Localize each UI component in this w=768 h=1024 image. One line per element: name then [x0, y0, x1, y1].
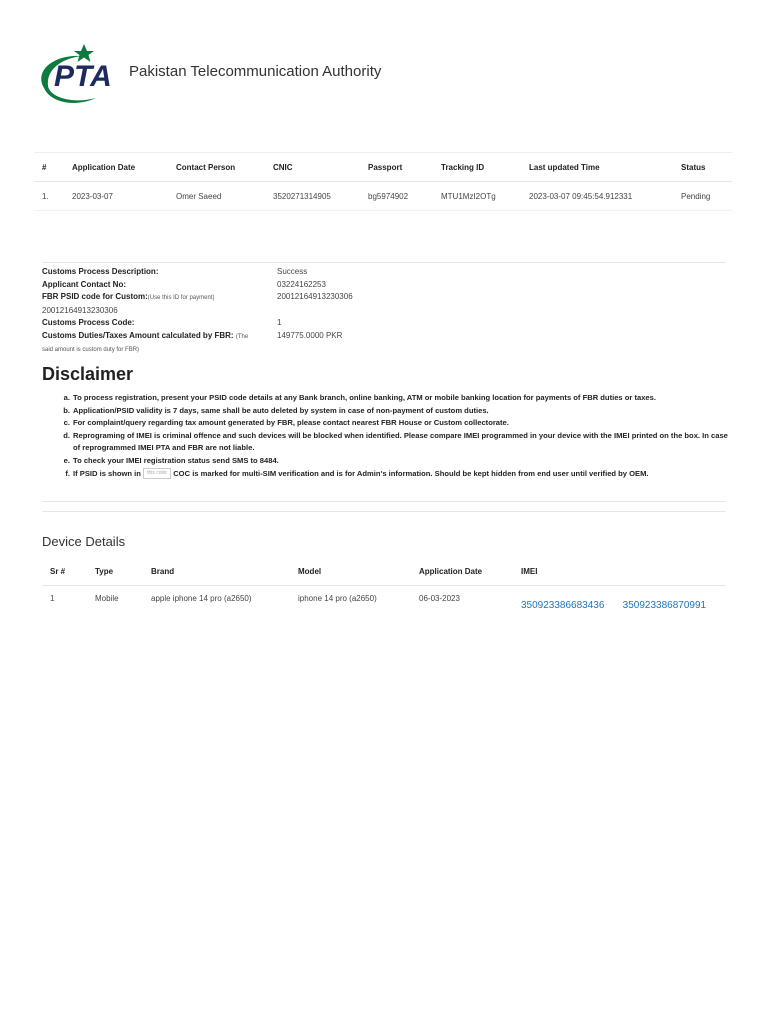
fbr-psid-value-repeat: 20012164913230306 [42, 305, 118, 315]
col-last-updated: Last updated Time [521, 153, 673, 182]
col-type: Type [87, 557, 143, 586]
table-row [42, 586, 726, 619]
col-application-date: Application Date [411, 557, 513, 586]
device-model: iphone 14 pro (a2650) [298, 594, 377, 603]
application-table [34, 152, 732, 211]
disclaimer-f-after: COC is marked for multi-SIM verification and is for Admin's information. Should be kept hidden from end user until verified by OEM. [173, 468, 649, 478]
customs-row-description [42, 266, 726, 279]
row-index: 1. [34, 182, 64, 211]
col-application-date: Application Date [64, 153, 168, 182]
row-last-updated: 2023-03-07 09:45:54.912331 [521, 182, 673, 211]
col-index: # [34, 153, 64, 182]
disclaimer-f-before: If PSID is shown in [73, 468, 141, 478]
table-row [34, 182, 732, 211]
process-code-label: Customs Process Code: [42, 318, 135, 327]
col-sr: Sr # [42, 557, 87, 586]
pta-logo-icon [34, 42, 129, 106]
duties-label: Customs Duties/Taxes Amount calculated by FBR: [42, 330, 234, 340]
row-tracking-id: MTU1MzI2OTg [433, 182, 521, 211]
disclaimer-marker: d. [63, 430, 70, 440]
col-passport: Passport [360, 153, 433, 182]
application-header-row [34, 153, 732, 182]
disclaimer-text: Reprograming of IMEI is criminal offence and such devices will be blocked when identified. Please compare IMEI programmed in your device with the IMEI printed on the box. In case of reprogrammed IMEI PTA and FBR are not liable. [73, 430, 728, 453]
row-status: Pending [673, 182, 732, 211]
col-cnic: CNIC [265, 153, 360, 182]
row-passport: bg5974902 [360, 182, 433, 211]
fbr-psid-value: 20012164913230306 [277, 292, 353, 301]
disclaimer-marker: c. [63, 418, 70, 428]
disclaimer-item [60, 430, 728, 455]
disclaimer-text: To check your IMEI registration status send SMS to 8484. [73, 455, 279, 465]
disclaimer-text: To process registration, present your PSID code details at any Bank branch, online banking, ATM or mobile banking location for payments of FBR duties or taxes. [73, 393, 656, 402]
device-header-row [42, 557, 726, 586]
device-date: 06-03-2023 [419, 594, 460, 603]
customs-row-duties-note [42, 343, 726, 357]
fbr-psid-label: FBR PSID code for Custom: [42, 292, 148, 301]
disclaimer-marker: e. [63, 455, 70, 465]
imei-link-2[interactable]: 350923386870991 [622, 600, 707, 611]
applicant-contact-label: Applicant Contact No: [42, 279, 126, 289]
device-details-title: Device Details [42, 534, 126, 549]
col-contact-person: Contact Person [168, 153, 265, 182]
disclaimer-item [60, 455, 728, 468]
process-code-value: 1 [277, 318, 282, 327]
disclaimer-item [60, 417, 728, 430]
disclaimer-marker: b. [63, 405, 70, 415]
customs-row-duties [42, 330, 726, 344]
color-swatch: this color [143, 468, 171, 479]
device-table [42, 557, 726, 618]
device-brand: apple iphone 14 pro (a2650) [151, 594, 252, 603]
customs-row-psid-repeat [42, 305, 726, 318]
disclaimer-marker: f. [65, 468, 70, 478]
page-header [34, 42, 381, 106]
disclaimer-item [60, 392, 728, 405]
org-name: Pakistan Telecommunication Authority [129, 62, 382, 80]
customs-description-value: Success [277, 267, 308, 276]
disclaimer-text: Application/PSID validity is 7 days, same shall be auto deleted by system in case of non-payment of custom duties. [73, 405, 489, 415]
row-cnic: 3520271314905 [265, 182, 360, 211]
row-contact-person: Omer Saeed [168, 182, 265, 211]
col-model: Model [290, 557, 411, 586]
customs-row-process-code [42, 317, 726, 330]
customs-row-contact [42, 279, 726, 292]
customs-details [42, 262, 726, 357]
applicant-contact-value: 03224162253 [277, 279, 326, 289]
disclaimer-list [60, 392, 728, 480]
duties-value: 149775.0000 PKR [277, 330, 343, 340]
device-type: Mobile [95, 594, 119, 603]
disclaimer-marker: a. [63, 393, 70, 402]
col-status: Status [673, 153, 732, 182]
divider [42, 511, 726, 512]
logo-text: PTA [54, 60, 112, 93]
col-tracking-id: Tracking ID [433, 153, 521, 182]
disclaimer-title: Disclaimer [42, 364, 134, 384]
col-brand: Brand [143, 557, 290, 586]
device-sr: 1 [50, 594, 55, 603]
col-imei: IMEI [513, 557, 726, 586]
pta-logo [34, 42, 129, 106]
disclaimer-item [60, 405, 728, 418]
divider [42, 501, 726, 502]
disclaimer-item-f [60, 468, 728, 481]
customs-row-psid [42, 291, 726, 305]
customs-description-label: Customs Process Description: [42, 267, 159, 276]
disclaimer-text: For complaint/query regarding tax amount generated by FBR, please contact nearest FBR House or Custom collectorate. [73, 418, 509, 428]
duties-note-a: (The [235, 333, 249, 340]
duties-note-b: said amount is custom duty for FBR) [42, 347, 140, 353]
imei-link-1[interactable]: 350923386683436 [521, 600, 605, 611]
fbr-psid-note: (Use this ID for payment) [147, 295, 215, 301]
row-application-date: 2023-03-07 [64, 182, 168, 211]
